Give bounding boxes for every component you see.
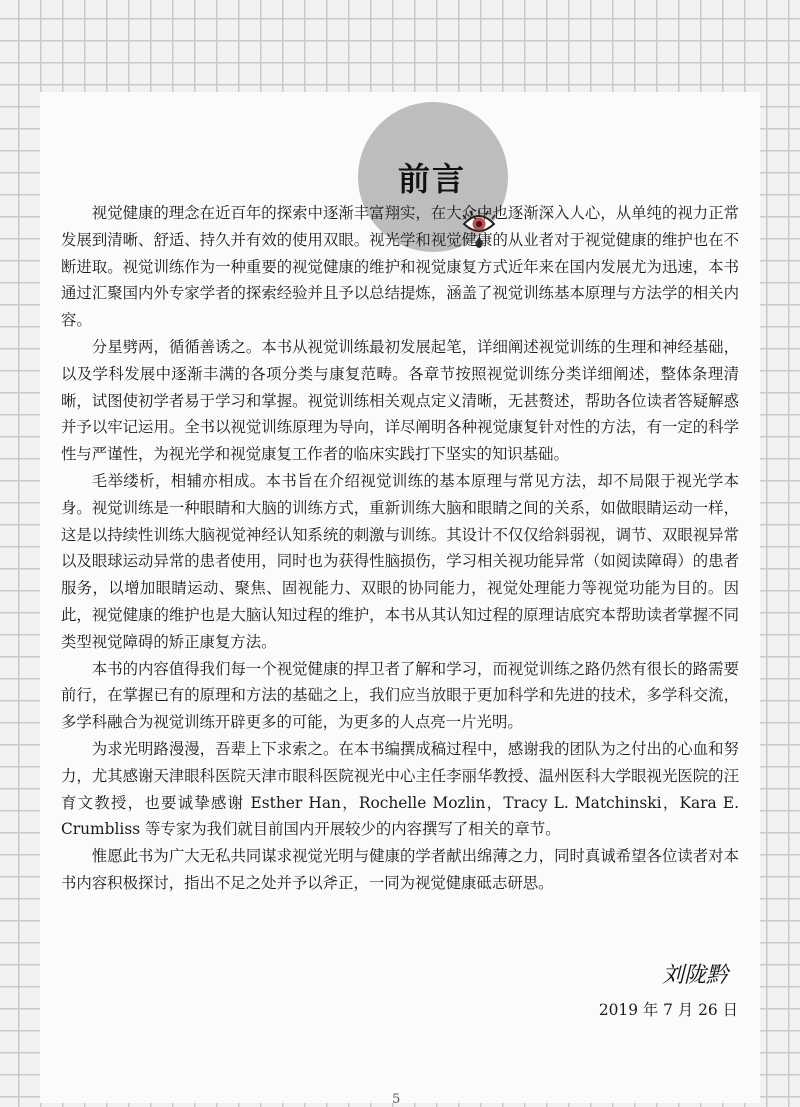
paragraph: 本书的内容值得我们每一个视觉健康的捍卫者了解和学习，而视觉训练之路仍然有很长的路需要前行，在掌握已有的原理和方法的基础之上，我们应当放眼于更加科学和先进的技术，多学科交流，多学科融合为视觉训练开辟更多的可能，为更多的人点亮一片光明。 bbox=[61, 659, 739, 732]
preface-body bbox=[61, 200, 739, 897]
paragraph: 视觉健康的理念在近百年的探索中逐渐丰富翔实，在大众中也逐渐深入人心，从单纯的视力正常发展到清晰、舒适、持久并有效的使用双眼。视光学和视觉健康的从业者对于视觉健康的维护也在不断进取。视觉训练作为一种重要的视觉健康的维护和视觉康复方式近年来在国内发展尤为迅速，本书通过汇聚国内外专家学者的探索经验并且予以总结提炼，涵盖了视觉训练基本原理与方法学的相关内容。 bbox=[61, 204, 739, 330]
author-signature: 刘陇黔 bbox=[662, 963, 729, 988]
page-number: 5 bbox=[392, 1092, 401, 1107]
paragraph: 惟愿此书为广大无私共同谋求视觉光明与健康的学者献出绵薄之力，同时真诚希望各位读者对本书内容积极探讨，指出不足之处并予以斧正，一同为视觉健康砥志研思。 bbox=[61, 847, 739, 892]
paragraph: 为求光明路漫漫，吾辈上下求索之。在本书编撰成稿过程中，感谢我的团队为之付出的心血和努力，尤其感谢天津眼科医院天津市眼科医院视光中心主任李丽华教授、温州医科大学眼视光医院的汪育文教授，也要诚挚感谢 Esther Han，Rochelle Mozlin，Tracy L. Matchinski，Kara E. Crumbliss 等专家为我们就目前国内开展较少的内容撰写了相关的章节。 bbox=[61, 739, 739, 839]
paragraph: 分星劈两，循循善诱之。本书从视觉训练最初发展起笔，详细阐述视觉训练的生理和神经基础，以及学科发展中逐渐丰满的各项分类与康复范畴。各章节按照视觉训练分类详细阐述，整体条理清晰，试图使初学者易于学习和掌握。视觉训练相关观点定义清晰，无甚赘述，帮助各位读者答疑解惑并予以牢记运用。全书以视觉训练原理为导向，详尽阐明各种视觉康复针对性的方法，有一定的科学性与严谨性，为视光学和视觉康复工作者的临床实践打下坚实的知识基础。 bbox=[61, 337, 739, 464]
page-title: 前言 bbox=[397, 160, 466, 198]
signature-date: 2019 年 7 月 26 日 bbox=[598, 1001, 738, 1019]
paragraph: 毛举缕析，相辅亦相成。本书旨在介绍视觉训练的基本原理与常见方法，却不局限于视光学本身。视觉训练是一种眼睛和大脑的训练方式，重新训练大脑和眼睛之间的关系，如做眼睛运动一样，这是以持续性训练大脑视觉神经认知系统的刺激与训练。其设计不仅仅给斜弱视，调节、双眼视异常以及眼球运动异常的患者使用，同时也为获得性脑损伤，学习相关视功能异常（如阅读障碍）的患者服务，以增加眼睛运动、聚焦、固视能力、双眼的协同能力，视觉处理能力等视觉功能为目的。因此，视觉健康的维护也是大脑认知过程的维护，本书从其认知过程的原理诘底究本帮助读者掌握不同类型视觉障碍的矫正康复方法。 bbox=[61, 471, 739, 651]
